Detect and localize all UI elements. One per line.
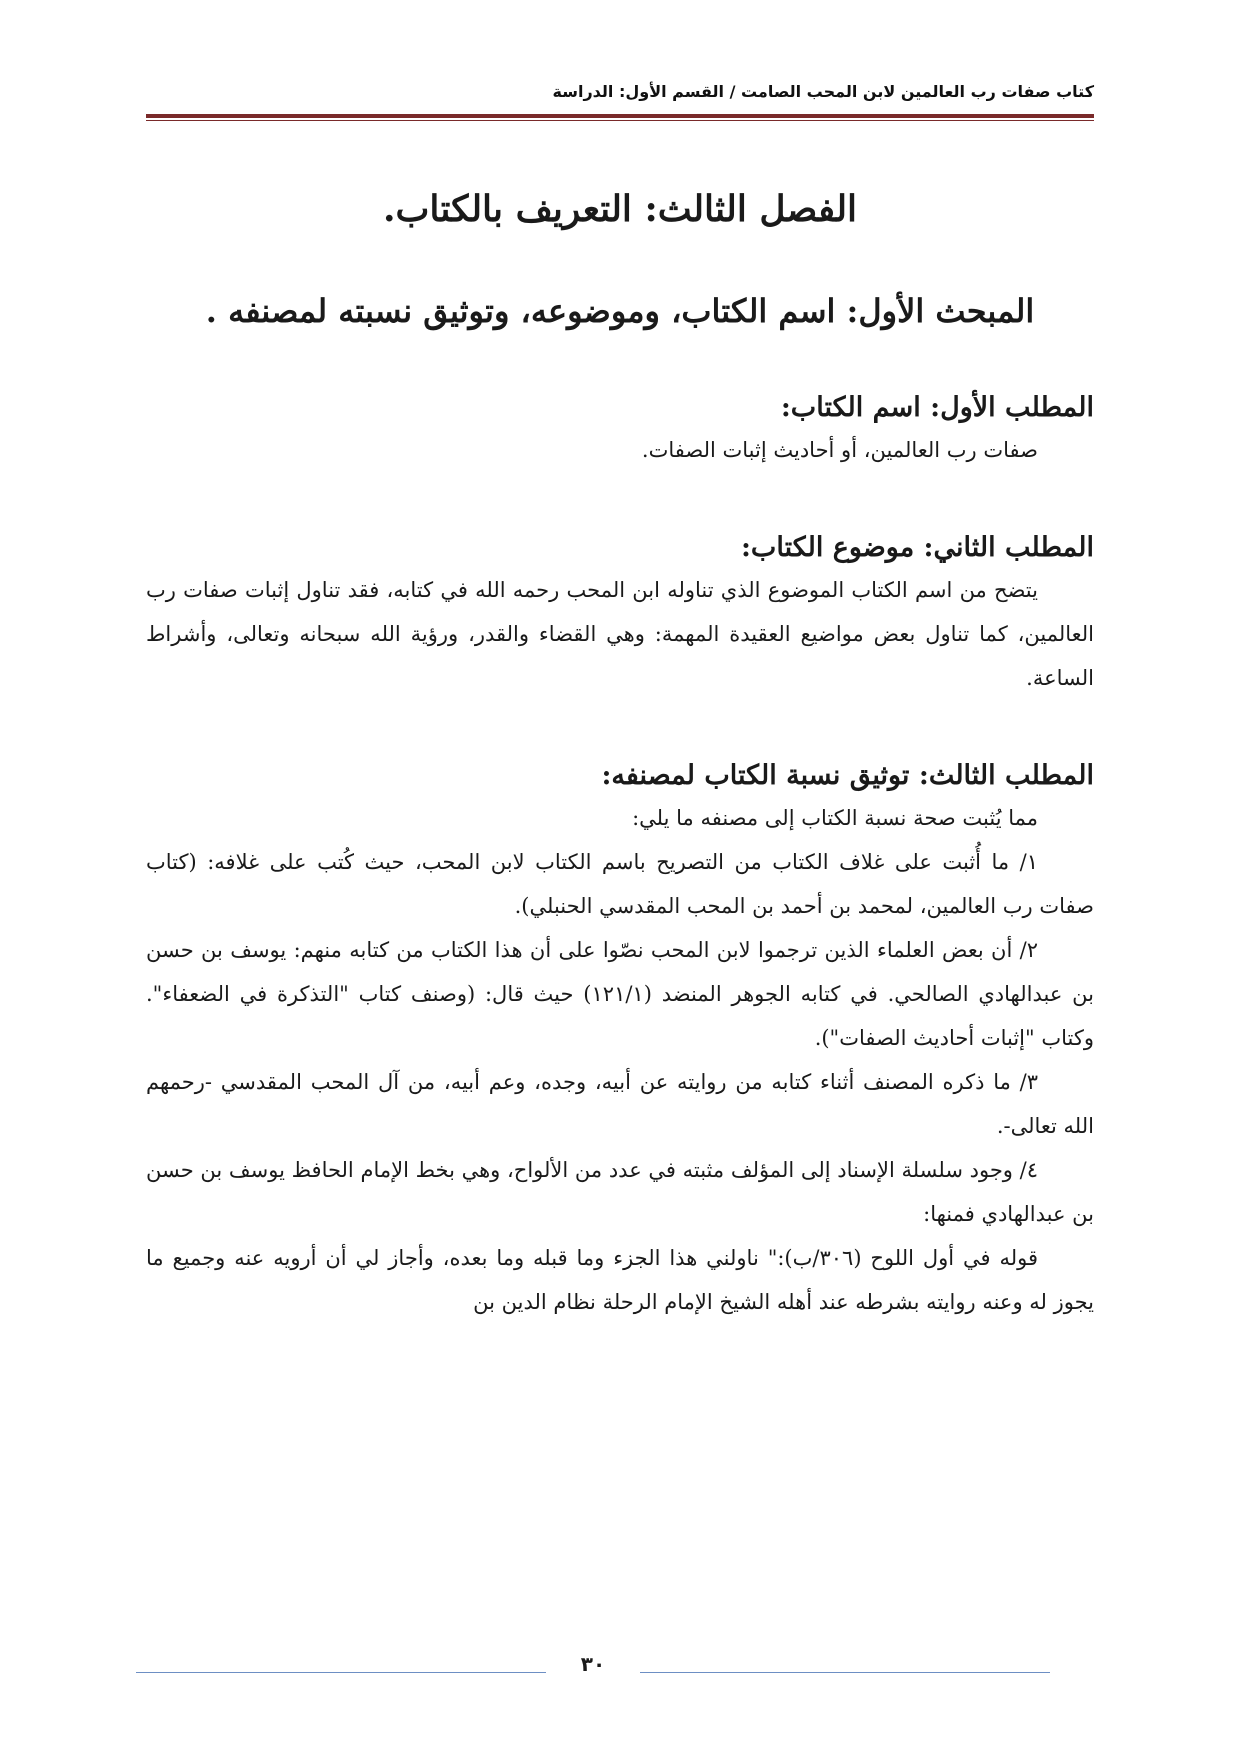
subsection-heading-topic: المطلب الثاني: موضوع الكتاب: [740,532,1094,563]
attribution-point-4: ٤/ وجود سلسلة الإسناد إلى المؤلف مثبته في عدد من الألواح، وهي بخط الإمام الحافظ يوسف بن حسن بن عبدالهادي فمنها: [146,1158,1094,1226]
main-content [146,388,1094,1324]
footer-rule-right [640,1672,1050,1673]
subsection-text-name: صفات رب العالمين، أو أحاديث إثبات الصفات. [641,438,1038,462]
subsection-heading-name: المطلب الأول: اسم الكتاب: [780,392,1094,423]
attribution-point-2: ٢/ أن بعض العلماء الذين ترجموا لابن المحب نصّوا على أن هذا الكتاب من كتابه منهم: يوسف بن حسن بن عبدالهادي الصالحي. في كتابه الجوهر المنضد (١٢١/١) حيث قال: (وصنف كتاب "التذكرة في الضعفاء". وكتاب "إثبات أحاديث الصفات"). [146,938,1095,1050]
running-title: كتاب صفات رب العالمين لابن المحب الصامت / القسم الأول: الدراسة [552,82,1094,101]
attribution-point-3: ٣/ ما ذكره المصنف أثناء كتابه من روايته عن أبيه، وجده، وعم أبيه، من آل المحب المقدسي -رحمهم الله تعالى-. [146,1070,1094,1138]
section-title: المبحث الأول: اسم الكتاب، وموضوعه، وتوثيق نسبته لمصنفه . [205,291,1035,330]
page-footer [136,1650,1050,1690]
attribution-point-1: ١/ ما أُثبت على غلاف الكتاب من التصريح باسم الكتاب لابن المحب، حيث كُتب على غلافه: (كتاب صفات رب العالمين، لمحمد بن أحمد بن المحب المقدسي الحنبلي). [146,850,1094,918]
header-rule-thin [146,120,1094,121]
attribution-intro: مما يُثبت صحة نسبة الكتاب إلى مصنفه ما يلي: [632,806,1038,830]
chapter-title: الفصل الثالث: التعريف بالكتاب. [382,188,858,231]
subsection-text-topic: يتضح من اسم الكتاب الموضوع الذي تناوله ابن المحب رحمه الله في كتابه، فقد تناول إثبات صفات رب العالمين، كما تناول بعض مواضيع العقيدة المهمة: وهي القضاء والقدر، ورؤية الله سبحانه وتعالى، وأشراط الساعة. [146,578,1094,690]
page-number: ٣٠ [580,1652,606,1676]
subsection-heading-attribution: المطلب الثالث: توثيق نسبة الكتاب لمصنفه: [601,760,1094,791]
header-rule-thick [146,114,1094,118]
page-header [146,70,1094,120]
attribution-quote: قوله في أول اللوح (٣٠٦/ب):" ناولني هذا الجزء وما قبله وما بعده، وأجاز لي أن أرويه عنه وجميع ما يجوز له وعنه روايته بشرطه عند أهله الشيخ الإمام الرحلة نظام الدين بن [146,1246,1094,1314]
